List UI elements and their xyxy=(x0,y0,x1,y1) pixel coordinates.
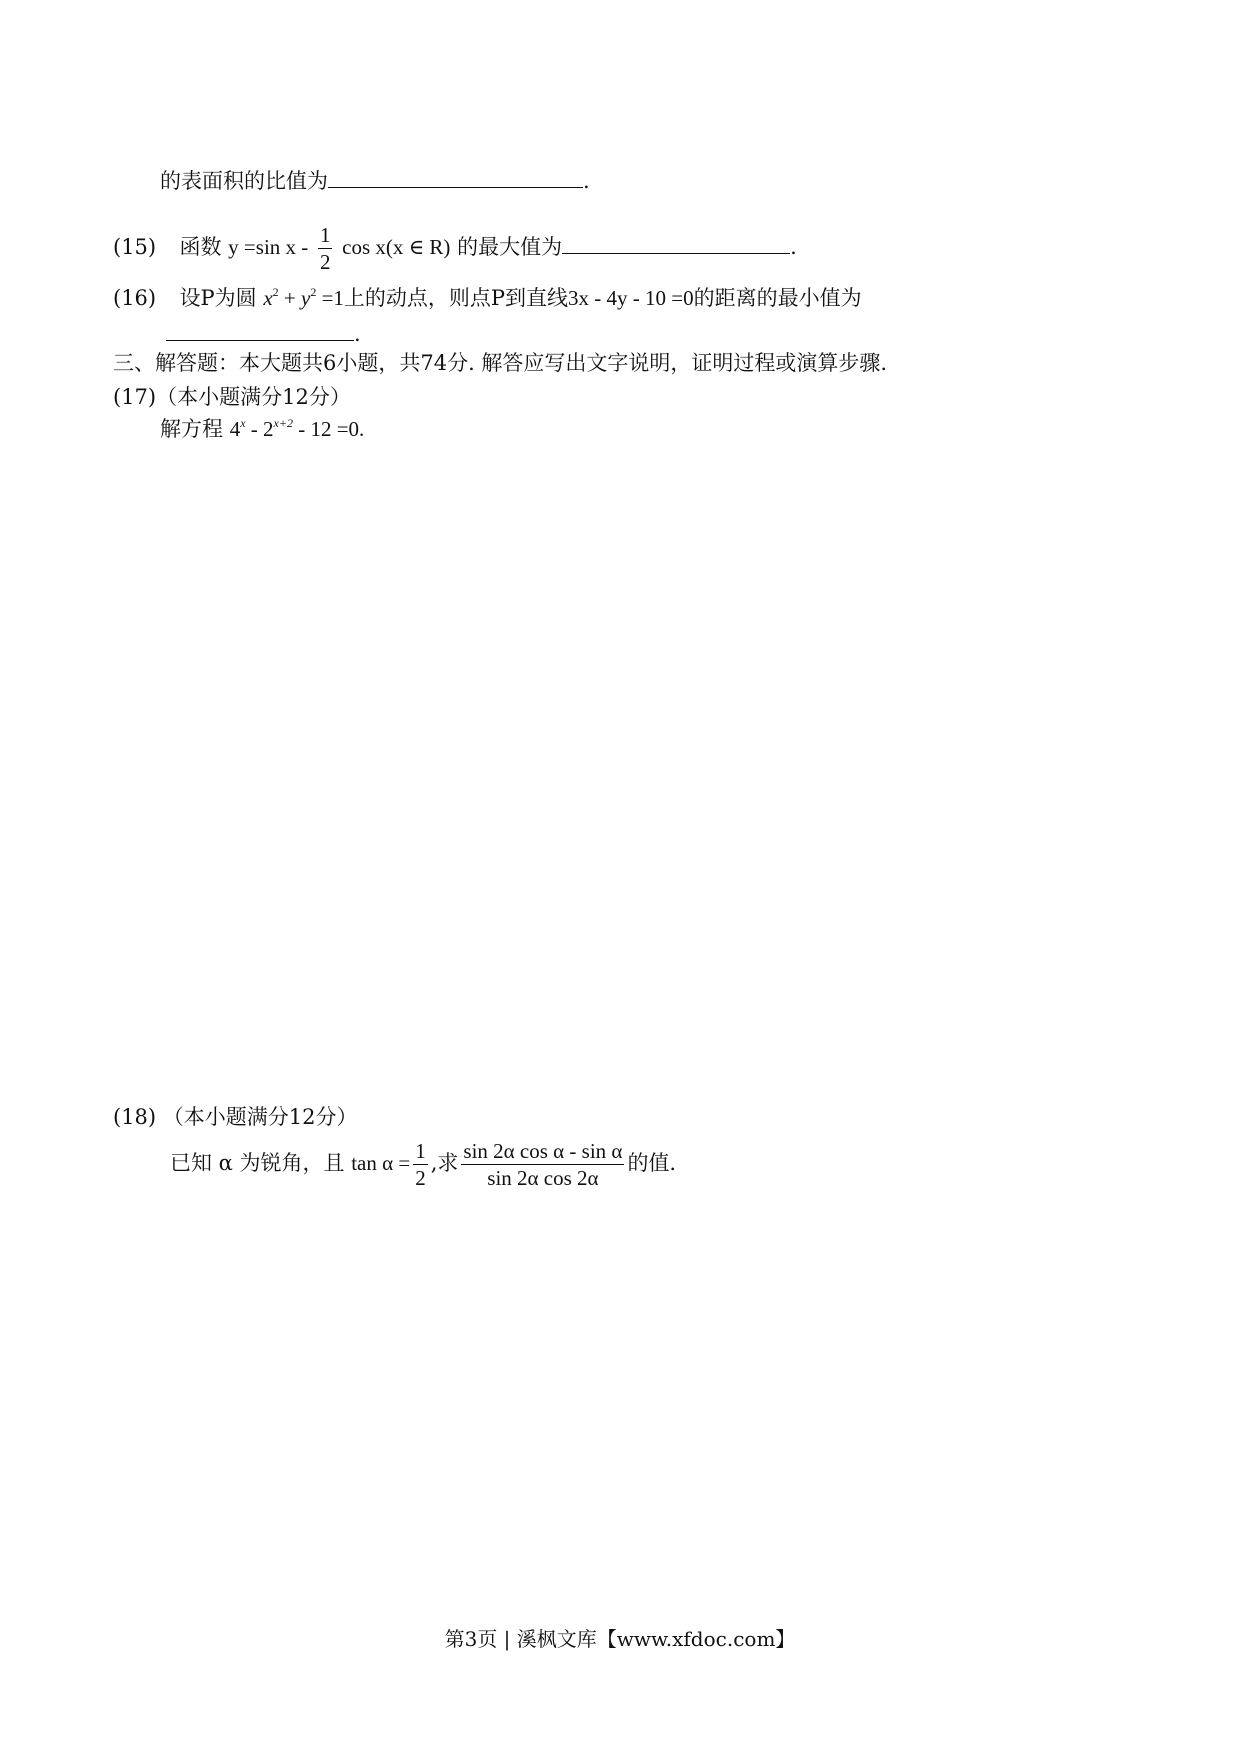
section-3-heading: 三、解答题：本大题共6小题，共74分. 解答应写出文字说明，证明过程或演算步骤. xyxy=(113,351,888,375)
q18-frac2-num: sin 2α cos α - sin α xyxy=(463,1139,623,1163)
q16-line-equation: 3x - 4y - 10 =0 xyxy=(568,286,694,310)
q17-base1: 4 xyxy=(229,417,241,441)
q15-suffix: 的最大值为 xyxy=(457,235,563,259)
q17-header: (17)（本小题满分12分） xyxy=(113,385,351,409)
q18-tan-expr: tan α = xyxy=(351,1151,411,1175)
q17-problem xyxy=(160,415,364,443)
q18-frac1-den: 2 xyxy=(415,1166,426,1190)
q14-tail-line xyxy=(160,165,590,195)
q15-end: . xyxy=(790,235,797,259)
q18-text-b: ,求 xyxy=(430,1151,459,1175)
q17-mid: - 2 xyxy=(245,417,274,441)
q15-prefix: 函数 xyxy=(179,235,222,259)
q16-end: . xyxy=(354,322,361,346)
page-footer: 第3页 | 溪枫文库【www.xfdoc.com】 xyxy=(444,1627,796,1651)
q18-frac2-den: sin 2α cos 2α xyxy=(487,1166,599,1190)
q18-frac1-num: 1 xyxy=(415,1139,426,1163)
q18-text-c: 的值. xyxy=(627,1151,677,1175)
q17-tail: - 12 =0. xyxy=(292,417,365,441)
q16-circle-x: x xyxy=(263,286,273,310)
q14-tail-end: . xyxy=(583,169,590,193)
q16-circle-exp1: 2 xyxy=(272,285,279,299)
q16-text-c: 的距离的最小值为 xyxy=(693,286,862,310)
question-15 xyxy=(113,222,797,275)
q17-equation xyxy=(230,417,365,441)
q17-prefix: 解方程 xyxy=(160,417,223,441)
q15-frac-num: 1 xyxy=(319,223,331,247)
q15-frac-den: 2 xyxy=(319,250,331,274)
q15-expr-left: y =sin x - xyxy=(228,235,309,259)
q17-exp2: x+2 xyxy=(273,416,293,430)
question-16 xyxy=(113,284,862,312)
q15-number: (15) xyxy=(113,235,157,259)
q16-text-b: 上的动点，则点P到直线 xyxy=(343,286,569,310)
q16-text-a: 设P为圆 xyxy=(179,286,257,310)
q16-circle-eq: =1 xyxy=(316,286,344,310)
q17-exp1: x xyxy=(240,416,246,430)
q15-answer-blank xyxy=(562,231,790,254)
q16-answer-line xyxy=(166,318,361,348)
q16-circle-y: y xyxy=(300,286,311,310)
q16-circle-equation xyxy=(263,286,344,310)
q18-fraction-half xyxy=(413,1138,428,1191)
q16-answer-blank xyxy=(166,318,354,341)
q16-number: (16) xyxy=(113,286,157,310)
q15-fraction xyxy=(318,222,333,275)
q18-text-a: 已知 α 为锐角，且 xyxy=(170,1151,345,1175)
q16-circle-plus: + xyxy=(278,286,301,310)
q18-fraction-main xyxy=(461,1138,624,1191)
q18-problem xyxy=(170,1138,676,1191)
q14-tail-text: 的表面积的比值为 xyxy=(160,169,328,193)
q18-header: (18) （本小题满分12分） xyxy=(113,1105,358,1129)
q14-answer-blank xyxy=(328,165,583,188)
q15-expr-right: cos x(x ∈ R) xyxy=(342,235,451,259)
q16-circle-exp2: 2 xyxy=(310,285,317,299)
